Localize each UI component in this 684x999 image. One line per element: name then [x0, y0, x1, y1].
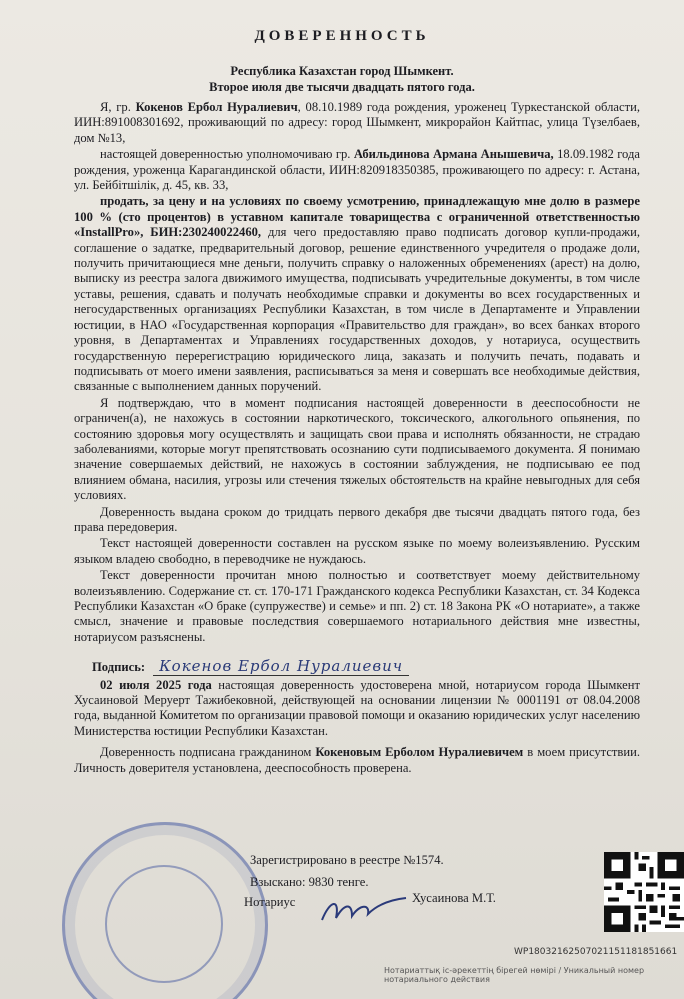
- principal-intro: Я, гр.: [100, 100, 136, 114]
- certification-paragraph: [74, 678, 640, 740]
- document-title: ДОВЕРЕННОСТЬ: [254, 28, 430, 44]
- language-paragraph: Текст настоящей доверенности составлен на русском языке по моему волеизъявлению. Русским языком владею свободно, в переводчике не нуждаюсь.: [74, 536, 640, 566]
- attorney-name: Абильдинова Армана Анышевича,: [353, 147, 554, 162]
- notary-name: Хусаинова М.Т.: [412, 891, 496, 905]
- acknowledgement-paragraph: Текст доверенности прочитан мною полностью и соответствует моему действительному волеизъявлению. Содержание ст. ст. 170-171 Гражданского кодекса Республики Казахстан, ст. 34 Кодекса Республики Казахстан «О браке (супружестве) и семье» и пп. 2) ст. 18 Закона РК «О нотариате», а также смысл, значение и правовые последствия совершаемого нотариального действия мне известны, нотариусом разъяснены.: [74, 568, 640, 644]
- attorney-intro: настоящей доверенностью уполномочиваю гр.: [100, 147, 354, 162]
- unique-action-code: WP18032162507021151181851661: [514, 947, 678, 957]
- principal-paragraph: [74, 100, 640, 146]
- certification-date: 02 июля 2025 года: [100, 677, 212, 692]
- registry-number: Зарегистрировано в реестре №1574.: [250, 853, 444, 867]
- notary-signature: [318, 890, 418, 930]
- document-place: Республика Казахстан город Шымкент.: [230, 64, 454, 78]
- signed-paragraph: [74, 745, 640, 776]
- notary-seal: [62, 822, 268, 999]
- attorney-paragraph: [74, 147, 640, 193]
- term-paragraph: Доверенность выдана сроком до тридцать первого декабря две тысячи двадцать пятого года, без права передоверия.: [74, 504, 640, 534]
- certification-rest: настоящая доверенность удостоверена мной, нотариусом города Шымкент Хусаиновой Меруерт Тажибековной, действующей на основании лицензии № 0001191 от 08.04.2008 года, выданной Комитетом по организации правовой помощи и оказанию юридических услуг населению Министерства юстиции Республики Казахстан.: [74, 677, 640, 738]
- principal-name: Кокенов Ербол Нуралиевич: [135, 100, 298, 114]
- signature-label: Подпись:: [92, 660, 146, 675]
- signed-rest: в моем присутствии. Личность доверителя установлена, дееспособность проверена.: [74, 745, 640, 775]
- attorney-details: 18.09.1982 года рождения, уроженца Карагандинской области, ИИН:820918350385, проживающего по адресу: г. Астана, ул. Бейбітшілік, д. 45, кв. 33,: [74, 147, 640, 193]
- principal-details: , 08.10.1989 года рождения, уроженец Туркестанской области, ИИН:891008301692, проживающий по адресу: город Шымкент, микрорайон Кайтпас, улица Түзелбаев, дом №13,: [74, 100, 640, 145]
- document-body: [74, 100, 640, 777]
- qr-code: [604, 852, 684, 932]
- notary-label: Нотариус: [244, 895, 296, 909]
- document-date: Второе июля две тысячи двадцать пятого года.: [209, 80, 475, 94]
- capacity-paragraph: Я подтверждаю, что в момент подписания настоящей доверенности в дееспособности не ограничен(а), не нахожусь в состоянии наркотического, токсического, алкогольного опьянения, по состоянию здоровья могу осуществлять и защищать свои права и исполнять обязанности, не страдаю заболеваниями, которые могут препятствовать осознанию сути подписываемого документа. Я понимаю значение совершаемых действий, не нахожусь в состоянии заблуждения, не подписываю ее под влиянием обмана, насилия, угрозы или стечения тяжелых обстоятельств на крайне невыгодных для себя условиях.: [74, 395, 640, 503]
- footer-note: Нотариаттық іс-әрекеттің бірегей нөмірі / Уникальный номер нотариального действия: [384, 966, 645, 984]
- signed-intro: Доверенность подписана гражданином: [100, 745, 316, 760]
- notary-seal-inner: [105, 865, 223, 983]
- fee-amount: Взыскано: 9830 тенге.: [250, 875, 369, 889]
- principal-signature: Кокенов Ербол Нуралиевич: [153, 659, 409, 675]
- powers-paragraph: [74, 194, 640, 394]
- signed-name: Кокеновым Ерболом Нуралиевичем: [315, 745, 524, 760]
- signature-row: [74, 659, 640, 675]
- powers-rest: для чего предоставляю право подписать договор купли-продажи, соглашение о задатке, предварительный договор, решение единственного учредителя о продаже доли, получить причитающиеся мне деньги, получить справку о наложенных обременениях (арест) на долю, выписку из реестра залога движимого имущества, подписывать учредительные документы, в том числе уставы, решения, сдавать и получать необходимые справки и документы во всех государственных и негосударственных организациях Республики Казахстан, в том числе в Департаменте и Управлении юстиции, в НАО «Государственная корпорация «Правительство для граждан», во всех банках второго уровня, в Департаментах и Управлениях государственных доходов, у нотариуса, осуществить государственную перерегистрацию юридического лица, заказать и получить печать, подавать и подписывать от моего имени заявления, расписываться за меня и совершать все необходимые действия, связанные с выполнением данных поручений.: [74, 225, 640, 394]
- powers-bold: продать, за цену и на условиях по своему усмотрению, принадлежащую мне долю в размере 100 % (сто процентов) в уставном капитале товарищества с ограниченной ответственностью «InstallPro», БИН:230240022460,: [74, 194, 640, 240]
